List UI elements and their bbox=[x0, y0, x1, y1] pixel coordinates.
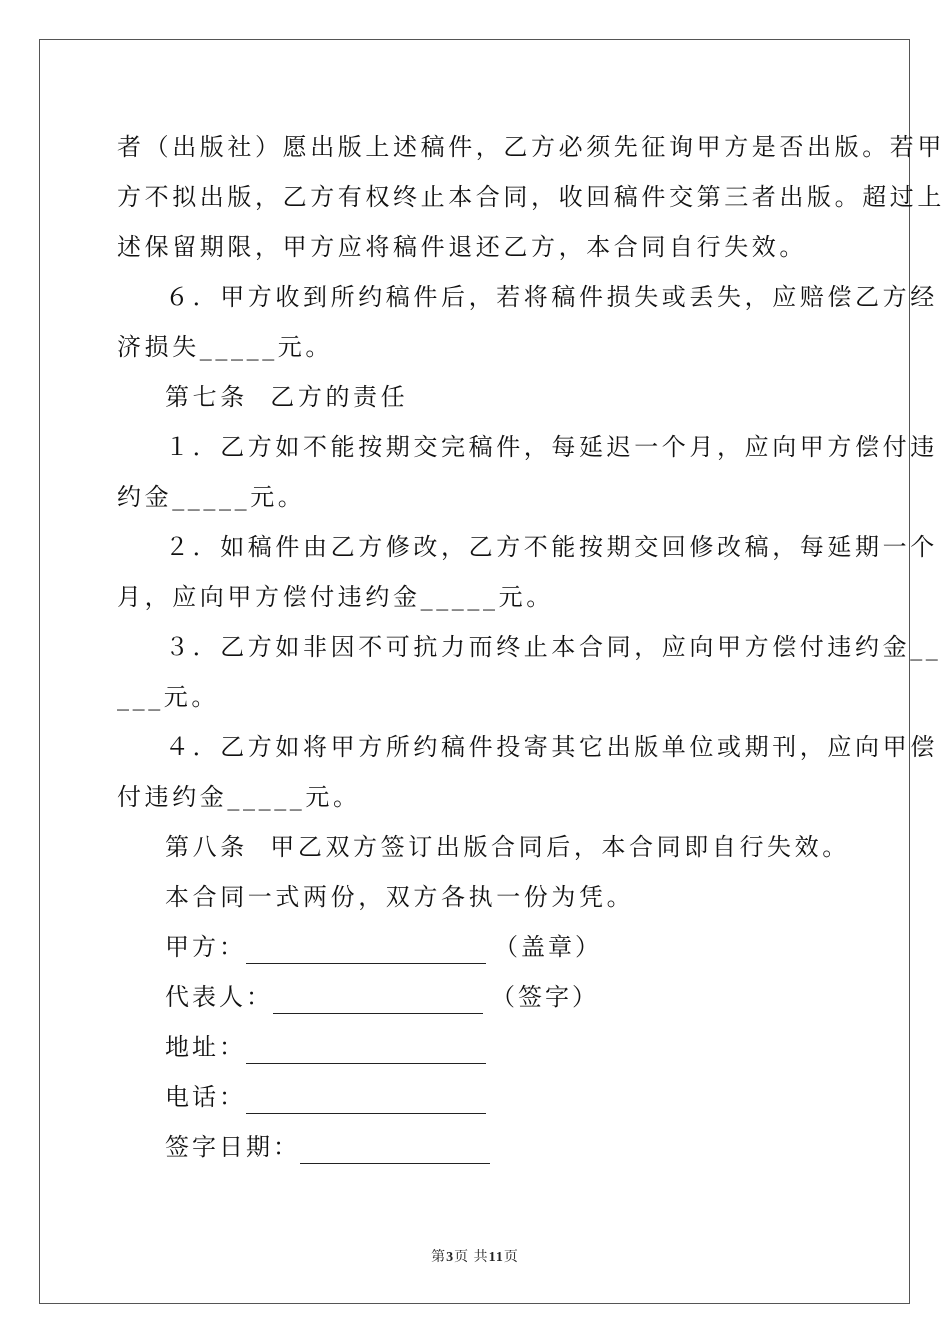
party-a-label: 甲方： bbox=[165, 933, 246, 961]
item-6-line: ６．甲方收到所约稿件后，若将稿件损失或丢失，应赔偿乙方经 bbox=[165, 283, 938, 311]
document-body bbox=[117, 122, 945, 1172]
date-label: 签字日期： bbox=[165, 1133, 300, 1161]
page-footer bbox=[0, 1246, 950, 1266]
date-field[interactable] bbox=[300, 1133, 490, 1164]
representative-sign-note: （签字） bbox=[491, 983, 599, 1011]
item-7-1-line: １．乙方如不能按期交完稿件，每延迟一个月，应向甲方偿付违 bbox=[165, 433, 938, 461]
footer-page-mid: 页 共 bbox=[454, 1250, 489, 1265]
paragraph-line: 述保留期限，甲方应将稿件退还乙方，本合同自行失效。 bbox=[117, 233, 807, 261]
phone-label: 电话： bbox=[165, 1083, 246, 1111]
party-a-seal-note: （盖章） bbox=[494, 933, 602, 961]
item-7-4-line: 付违约金_____元。 bbox=[117, 783, 361, 811]
phone-row bbox=[117, 1072, 835, 1122]
item-6-line: 济损失_____元。 bbox=[117, 333, 333, 361]
footer-page-number: 3 bbox=[446, 1250, 455, 1265]
representative-row bbox=[117, 972, 835, 1022]
address-field[interactable] bbox=[246, 1033, 486, 1064]
item-7-3-line: ３．乙方如非因不可抗力而终止本合同，应向甲方偿付违约金__ bbox=[165, 633, 942, 661]
address-label: 地址： bbox=[165, 1033, 246, 1061]
representative-label: 代表人： bbox=[165, 983, 273, 1011]
paragraph-line: 方不拟出版，乙方有权终止本合同，收回稿件交第三者出版。超过上 bbox=[117, 183, 945, 211]
article-8: 第八条 甲乙双方签订出版合同后，本合同即自行失效。 bbox=[165, 833, 850, 861]
copies-note: 本合同一式两份，双方各执一份为凭。 bbox=[165, 883, 635, 911]
footer-total-pages: 11 bbox=[488, 1250, 504, 1265]
item-7-3-line: ___元。 bbox=[117, 683, 219, 711]
article-7-heading: 第七条 乙方的责任 bbox=[165, 383, 409, 411]
party-a-row bbox=[117, 922, 835, 972]
phone-field[interactable] bbox=[246, 1083, 486, 1114]
representative-field[interactable] bbox=[273, 983, 483, 1014]
address-row bbox=[117, 1022, 835, 1072]
paragraph-line: 者（出版社）愿出版上述稿件，乙方必须先征询甲方是否出版。若甲 bbox=[117, 133, 945, 161]
item-7-4-line: ４．乙方如将甲方所约稿件投寄其它出版单位或期刊，应向甲偿 bbox=[165, 733, 938, 761]
footer-page-suffix: 页 bbox=[503, 1250, 519, 1265]
item-7-1-line: 约金_____元。 bbox=[117, 483, 306, 511]
party-a-field[interactable] bbox=[246, 933, 486, 964]
item-7-2-line: 月，应向甲方偿付违约金_____元。 bbox=[117, 583, 554, 611]
item-7-2-line: ２．如稿件由乙方修改，乙方不能按期交回修改稿，每延期一个 bbox=[165, 533, 938, 561]
footer-page-prefix: 第 bbox=[431, 1250, 447, 1265]
date-row bbox=[117, 1122, 835, 1172]
